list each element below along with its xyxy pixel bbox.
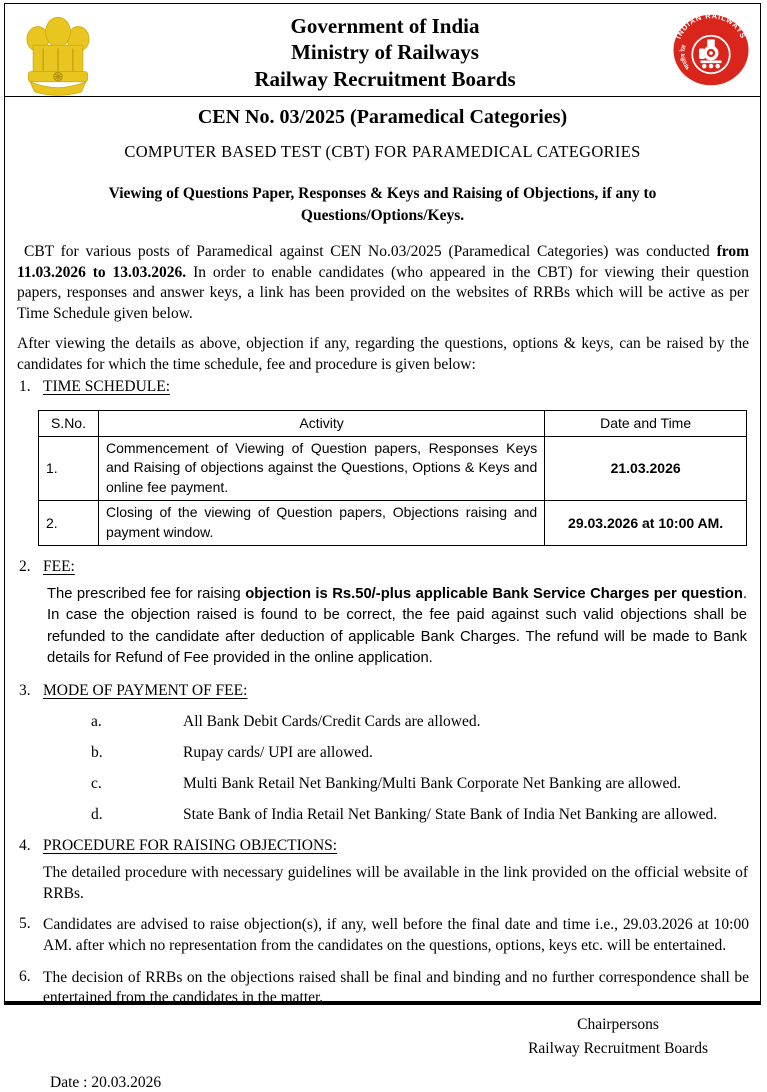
- intro-paragraph-bold-dates: from 11.03.2026 to 13.03.2026.: [17, 242, 749, 281]
- payment-option-c-label: c.: [91, 775, 102, 793]
- notice-heading: Viewing of Questions Paper, Responses & Keys and Raising of Objections, if any to Questions/Options/Keys.: [108, 185, 657, 225]
- schedule-table: [38, 410, 747, 546]
- logo-ring-text-en: INDIAN RAILWAYS: [673, 12, 749, 41]
- col-header-activity: Activity: [98, 410, 544, 436]
- item-6-row: [19, 968, 749, 1009]
- payment-option-a-text: All Bank Debit Cards/Credit Cards are allowed.: [183, 713, 481, 731]
- ashoka-emblem-icon: [18, 11, 98, 95]
- row1-activity: Commencement of Viewing of Question papers, Responses Keys and Raising of objections against the Questions, Options & Keys and online fee payment.: [98, 436, 544, 501]
- payment-option-d-label: d.: [91, 806, 103, 824]
- cbt-subtitle: COMPUTER BASED TEST (CBT) FOR PARAMEDICAL CATEGORIES: [124, 142, 641, 161]
- indian-railways-logo-icon: [672, 12, 750, 88]
- section-2-heading: FEE:: [43, 557, 75, 575]
- fee-paragraph: [47, 584, 747, 669]
- section-2-heading-row: [19, 558, 749, 576]
- org-line-2: Ministry of Railways: [291, 40, 479, 65]
- item-5-row: [19, 915, 749, 956]
- item-5-paragraph: Candidates are advised to raise objection(s), if any, well before the final date and time i.e., 29.03.2026 at 10:00 AM. after which no representation from the candidates on the questions, options, keys etc. will be entertained.: [43, 916, 749, 954]
- intro-paragraph-pre: CBT for various posts of Paramedical against CEN No.03/2025 (Paramedical Categories) was conducted: [24, 242, 717, 260]
- table-row: [39, 501, 747, 546]
- header-org-titles: [98, 11, 672, 92]
- table-row: [39, 436, 747, 501]
- procedure-paragraph: The detailed procedure with necessary guidelines will be available in the link provided on the official website of RRBs.: [43, 864, 748, 902]
- fee-paragraph-pre: The prescribed fee for raising: [47, 585, 246, 602]
- notice-sheet: [4, 3, 761, 1091]
- payment-option-d-text: State Bank of India Retail Net Banking/ State Bank of India Net Banking are allowed.: [183, 806, 718, 824]
- section-4-heading: PROCEDURE FOR RAISING OBJECTIONS:: [43, 837, 338, 855]
- row1-datetime: 21.03.2026: [545, 436, 747, 501]
- payment-option-c-text: Multi Bank Retail Net Banking/Multi Bank Corporate Net Banking are allowed.: [183, 775, 682, 793]
- payment-option-b-text: Rupay cards/ UPI are allowed.: [183, 744, 373, 762]
- intro-paragraph-post: In order to enable candidates (who appeared in the CBT) for viewing their question papers, responses and answer keys, a link has been provided on the websites of RRBs which will be active as per Time Schedule given below.: [17, 263, 749, 322]
- header: [5, 4, 760, 97]
- section-3-heading: MODE OF PAYMENT OF FEE:: [43, 682, 248, 700]
- page-title: CEN No. 03/2025 (Paramedical Categories): [197, 106, 568, 128]
- logo-ring-text-hi: भारतीय रेल: [680, 44, 692, 71]
- payment-option-b: [91, 744, 749, 762]
- org-line-3: Railway Recruitment Boards: [254, 66, 516, 91]
- table-header-row: [39, 410, 747, 436]
- fee-paragraph-post: . In case the objection raised is found to be correct, the fee paid against such valid objections shall be refunded to the candidate after deduction of applicable Bank Charges. The refund will be made to Bank details for Refund of Fee provided in the online application.: [47, 585, 747, 666]
- section-1-number: 1.: [19, 377, 31, 395]
- row2-sno: 2.: [39, 501, 99, 546]
- item-5-number: 5.: [19, 915, 31, 933]
- payment-option-d: [91, 806, 749, 824]
- payment-option-a-label: a.: [91, 713, 102, 731]
- signature-org: Railway Recruitment Boards: [528, 1039, 708, 1057]
- section-2-number: 2.: [19, 557, 31, 575]
- col-header-sno: S.No.: [39, 410, 99, 436]
- payment-option-c: [91, 775, 749, 793]
- col-header-datetime: Date and Time: [545, 410, 747, 436]
- section-3-heading-row: [19, 682, 749, 700]
- section-4-heading-row: [19, 837, 749, 855]
- intro-paragraph: [17, 242, 749, 324]
- org-line-1: Government of India: [290, 14, 480, 38]
- payment-option-a: [91, 713, 749, 731]
- section-1-heading-row: [19, 378, 749, 396]
- row2-activity: Closing of the viewing of Question papers, Objections raising and payment window.: [98, 501, 544, 546]
- section-3-number: 3.: [19, 682, 31, 700]
- date-line: Date : 20.03.2026: [50, 1073, 162, 1091]
- signature-title: Chairpersons: [577, 1015, 659, 1033]
- payment-option-b-label: b.: [91, 744, 103, 762]
- signature-block: [528, 1013, 708, 1061]
- row2-datetime: 29.03.2026 at 10:00 AM.: [545, 501, 747, 546]
- row1-sno: 1.: [39, 436, 99, 501]
- item-6-number: 6.: [19, 967, 31, 985]
- section-4-number: 4.: [19, 837, 31, 855]
- section-1-heading: TIME SCHEDULE:: [43, 377, 171, 395]
- objection-paragraph: After viewing the details as above, objection if any, regarding the questions, options & keys, can be raised by the candidates for which the time schedule, fee and procedure is given below:: [17, 335, 749, 373]
- fee-paragraph-bold: objection is Rs.50/-plus applicable Bank Service Charges per question: [245, 585, 743, 602]
- item-6-paragraph: The decision of RRBs on the objections raised shall be final and binding and no further correspondence shall be entertained from the candidates in the matter.: [43, 968, 749, 1007]
